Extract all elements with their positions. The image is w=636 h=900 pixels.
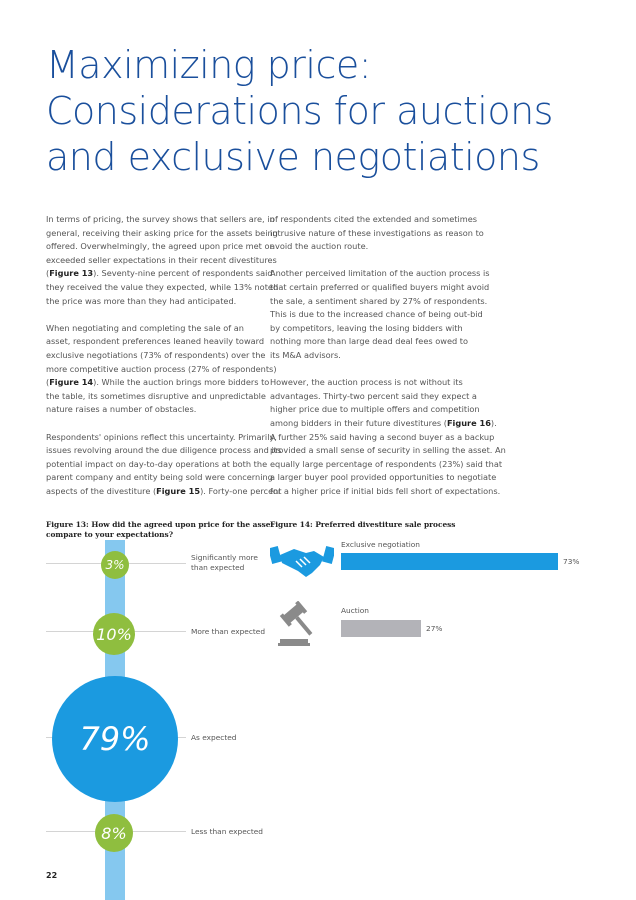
- figure-13-title-line: Figure 13: How did the agreed upon price for the asset: [46, 520, 274, 529]
- body-text-line: that certain preferred or qualified buyers might avoid: [270, 281, 490, 292]
- figure-13-title: [46, 520, 274, 540]
- body-text-line: issues revolving around the due diligence process and its: [46, 445, 282, 456]
- body-text-line: Respondents' opinions reflect this uncertainty. Primarily,: [46, 431, 277, 442]
- body-text-line: more competitive auction process (27% of respondents): [46, 363, 277, 374]
- figure-reference: Figure 13: [49, 268, 94, 279]
- body-text-line: equally large percentage of respondents (23%) said that: [270, 458, 503, 469]
- title-line: Maximizing price:: [46, 43, 372, 87]
- bar-value-label: 73%: [563, 557, 580, 566]
- text-fragment: aspects of the divestiture (: [46, 485, 157, 496]
- bar-value-label: 27%: [426, 624, 443, 633]
- bar-category-label: Exclusive negotiation: [341, 540, 420, 549]
- body-text-line: nothing more than large dead deal fees owed to: [270, 336, 468, 347]
- gavel-icon: [278, 601, 318, 647]
- body-text-line: A further 25% said having a second buyer as a backup: [270, 431, 495, 442]
- body-text-line: exclusive negotiations (73% of respondents) over the: [46, 349, 266, 360]
- figure-reference: Figure 15: [156, 485, 201, 496]
- figure-13-label: [191, 827, 263, 837]
- body-text-line: [46, 485, 282, 499]
- body-text-line: its M&A advisors.: [270, 349, 341, 360]
- text-fragment: ). Forty-one percent: [200, 485, 282, 496]
- body-text-line: general, receiving their asking price for the assets being: [46, 227, 278, 238]
- figure-14-title: [270, 520, 455, 530]
- body-text-line: This is due to the increased chance of being out-bid: [270, 309, 483, 320]
- label-line: As expected: [191, 733, 237, 742]
- page-number: 22: [46, 871, 58, 880]
- body-text-line: Another perceived limitation of the auction process is: [270, 268, 490, 279]
- bubble-value: 79%: [79, 720, 151, 758]
- body-text-line: [46, 267, 273, 281]
- figure-13-title-line: compare to your expectations?: [46, 530, 174, 539]
- body-text-line: asset, respondent preferences leaned heavily toward: [46, 336, 265, 347]
- paragraph-gap: [270, 363, 490, 377]
- page-title: [46, 42, 606, 180]
- body-column-right: [270, 213, 506, 498]
- paragraph-gap: [46, 417, 266, 431]
- paragraph-gap: [270, 254, 490, 268]
- bubble-value: 10%: [96, 624, 132, 644]
- figure-13-label: [191, 553, 258, 573]
- body-text-line: intrusive nature of these investigations as reason to: [270, 227, 484, 238]
- text-fragment: ). Seventy-nine percent of respondents said: [93, 268, 273, 279]
- body-text-line: of respondents cited the extended and sometimes: [270, 214, 478, 224]
- title-line: and exclusive negotiations: [46, 135, 540, 179]
- body-text-line: However, the auction process is not without its: [270, 377, 463, 388]
- body-text-line: advantages. Thirty-two percent said they expect a: [270, 390, 477, 401]
- figure-13-bubble: [95, 814, 133, 852]
- text-fragment: ).: [490, 417, 497, 428]
- handshake-icon: [270, 541, 334, 581]
- body-text-line: nature raises a number of obstacles.: [46, 404, 197, 415]
- bar-category-label: Auction: [341, 606, 369, 615]
- bubble-value: 3%: [105, 558, 125, 572]
- body-text-line: When negotiating and completing the sale of an: [46, 322, 244, 333]
- text-fragment: (: [46, 377, 50, 388]
- label-line: Less than expected: [191, 827, 263, 836]
- figure-13-bubble: [101, 551, 129, 579]
- body-text-line: they received the value they expected, while 13% noted: [46, 281, 279, 292]
- body-text-line: the sale, a sentiment shared by 27% of respondents.: [270, 295, 488, 306]
- body-text-line: In terms of pricing, the survey shows that sellers are, in: [46, 214, 275, 224]
- title-line: Considerations for auctions: [46, 89, 553, 133]
- bar-auction: [341, 620, 421, 637]
- body-text-line: a larger buyer pool provided opportunities to negotiate: [270, 472, 497, 483]
- body-text-line: provided a small sense of security in selling the asset. An: [270, 445, 506, 456]
- bar-exclusive-negotiation: [341, 553, 558, 570]
- label-line: than expected: [191, 563, 245, 572]
- body-text-line: avoid the auction route.: [270, 241, 369, 252]
- figure-reference: Figure 16: [446, 417, 491, 428]
- body-text-line: for a higher price if initial bids fell short of expectations.: [270, 485, 501, 496]
- body-text-line: offered. Overwhelmingly, the agreed upon price met or: [46, 241, 273, 252]
- figure-13-label: [191, 627, 265, 637]
- body-text-line: [270, 417, 497, 431]
- text-fragment: ). While the auction brings more bidders to: [93, 377, 270, 388]
- figure-reference: Figure 14: [49, 377, 94, 388]
- body-text-line: the price was more than they had anticipated.: [46, 295, 237, 306]
- body-column-left: [46, 213, 282, 498]
- text-fragment: among bidders in their future divestitures (: [270, 417, 447, 428]
- text-fragment: (: [46, 268, 50, 279]
- body-text-line: by competitors, leaving the losing bidders with: [270, 322, 463, 333]
- paragraph-gap: [46, 308, 266, 322]
- figure-14-title-line: Figure 14: Preferred divestiture sale process: [270, 520, 456, 529]
- label-line: More than expected: [191, 627, 266, 636]
- figure-13-bubble: [93, 613, 135, 655]
- figure-13-bubble: [52, 676, 178, 802]
- body-text-line: potential impact on day-to-day operations at both the: [46, 458, 268, 469]
- body-text-line: higher price due to multiple offers and competition: [270, 404, 480, 415]
- body-text-line: [46, 376, 270, 390]
- figure-13-label: [191, 733, 236, 743]
- label-line: Significantly more: [191, 553, 258, 562]
- body-text-line: exceeded seller expectations in their recent divestitures: [46, 254, 277, 265]
- body-text-line: the table, its sometimes disruptive and unpredictable: [46, 390, 266, 401]
- body-text-line: parent company and entity being sold were concerning: [46, 472, 273, 483]
- bubble-value: 8%: [101, 823, 127, 843]
